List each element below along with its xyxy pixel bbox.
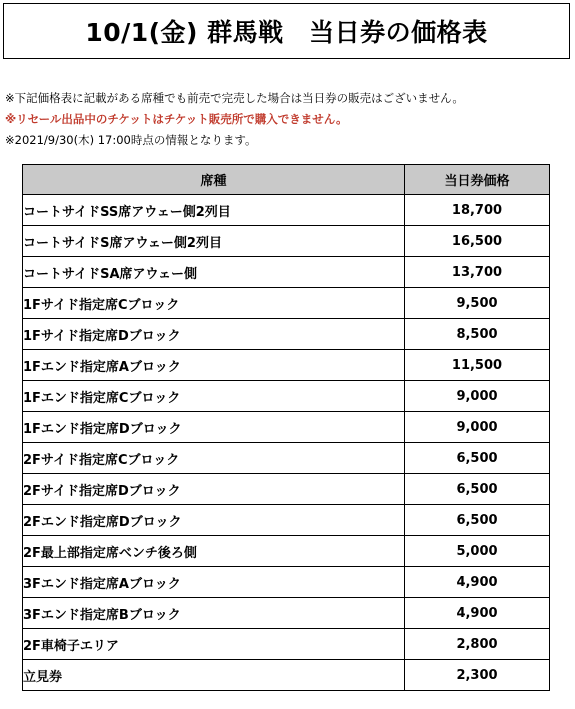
seat-type-cell: 2Fサイド指定席Cブロック xyxy=(23,443,405,474)
price-cell: 9,500 xyxy=(405,288,550,319)
seat-type-cell: コートサイドSA席アウェー側 xyxy=(23,257,405,288)
table-row xyxy=(23,660,550,691)
table-row xyxy=(23,412,550,443)
price-cell: 6,500 xyxy=(405,505,550,536)
column-header-seat: 席種 xyxy=(23,165,405,195)
seat-type-cell: 1Fエンド指定席Dブロック xyxy=(23,412,405,443)
table-header-row xyxy=(23,165,550,195)
note-resale-warning: ※リセール出品中のチケットはチケット販売所で購入できません。 xyxy=(5,112,348,126)
table-row xyxy=(23,319,550,350)
column-header-price: 当日券価格 xyxy=(405,165,550,195)
price-cell: 8,500 xyxy=(405,319,550,350)
seat-type-cell: 2Fエンド指定席Dブロック xyxy=(23,505,405,536)
seat-type-cell: コートサイドSS席アウェー側2列目 xyxy=(23,195,405,226)
table-row xyxy=(23,505,550,536)
seat-type-cell: 3Fエンド指定席Bブロック xyxy=(23,598,405,629)
seat-type-cell: コートサイドS席アウェー側2列目 xyxy=(23,226,405,257)
price-cell: 9,000 xyxy=(405,412,550,443)
table-row xyxy=(23,474,550,505)
price-cell: 9,000 xyxy=(405,381,550,412)
seat-type-cell: 3Fエンド指定席Aブロック xyxy=(23,567,405,598)
price-cell: 4,900 xyxy=(405,598,550,629)
seat-type-cell: 立見券 xyxy=(23,660,405,691)
seat-type-cell: 1Fサイド指定席Cブロック xyxy=(23,288,405,319)
table-body xyxy=(23,195,550,691)
note-info-date: ※2021/9/30(木) 17:00時点の情報となります。 xyxy=(5,133,257,147)
table-row xyxy=(23,288,550,319)
seat-type-cell: 2F車椅子エリア xyxy=(23,629,405,660)
seat-type-cell: 1Fエンド指定席Aブロック xyxy=(23,350,405,381)
title-box xyxy=(3,3,570,59)
table-row xyxy=(23,443,550,474)
table-row xyxy=(23,536,550,567)
table-row xyxy=(23,257,550,288)
table-row xyxy=(23,629,550,660)
table-row xyxy=(23,226,550,257)
table-row xyxy=(23,381,550,412)
price-cell: 16,500 xyxy=(405,226,550,257)
price-cell: 2,300 xyxy=(405,660,550,691)
price-cell: 18,700 xyxy=(405,195,550,226)
notes-section xyxy=(5,88,571,151)
seat-type-cell: 1Fエンド指定席Cブロック xyxy=(23,381,405,412)
seat-type-cell: 2F最上部指定席ベンチ後ろ側 xyxy=(23,536,405,567)
seat-type-cell: 2Fサイド指定席Dブロック xyxy=(23,474,405,505)
price-cell: 6,500 xyxy=(405,443,550,474)
table-row xyxy=(23,567,550,598)
price-cell: 11,500 xyxy=(405,350,550,381)
price-cell: 2,800 xyxy=(405,629,550,660)
price-table xyxy=(22,164,550,691)
price-cell: 4,900 xyxy=(405,567,550,598)
table-row xyxy=(23,598,550,629)
price-cell: 5,000 xyxy=(405,536,550,567)
note-sold-out: ※下記価格表に記載がある席種でも前売で完売した場合は当日券の販売はございません。 xyxy=(5,91,464,105)
table-row xyxy=(23,350,550,381)
page-title: 10/1(金) 群馬戦 当日券の価格表 xyxy=(85,18,488,47)
price-cell: 13,700 xyxy=(405,257,550,288)
seat-type-cell: 1Fサイド指定席Dブロック xyxy=(23,319,405,350)
price-cell: 6,500 xyxy=(405,474,550,505)
table-row xyxy=(23,195,550,226)
